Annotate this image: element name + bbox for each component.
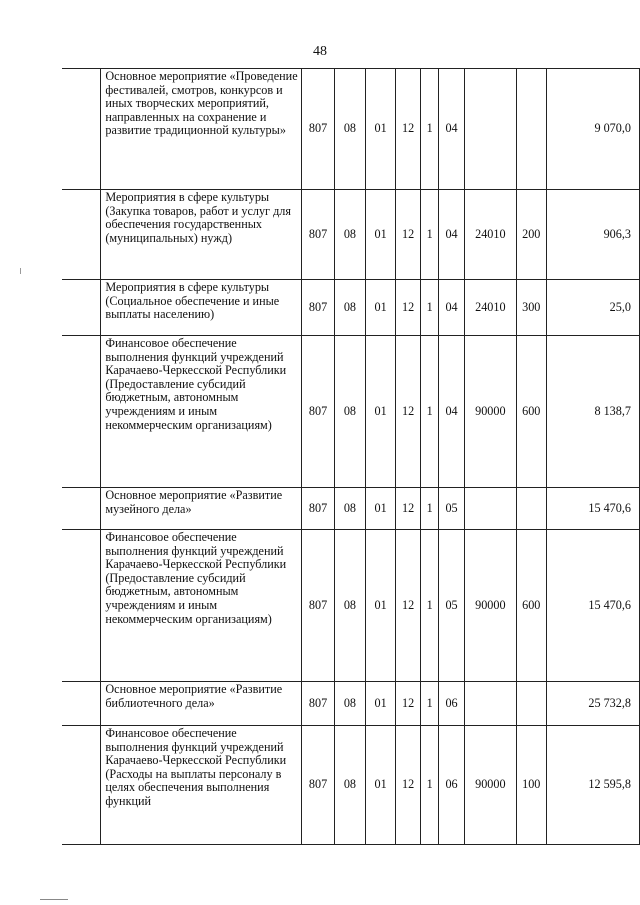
cell-amount: 8 138,7: [546, 336, 639, 488]
cell-amount: 9 070,0: [546, 69, 639, 190]
cell-ministry-code: 807: [301, 488, 334, 530]
cell-expense-type-code: 200: [516, 190, 546, 280]
cell-direction-code: 90000: [464, 726, 516, 845]
cell-expense-type-code: [516, 69, 546, 190]
cell-direction-code: 24010: [464, 280, 516, 336]
cell-direction-code: [464, 69, 516, 190]
cell-subsection-code: 01: [365, 488, 396, 530]
cell-section-code: 08: [335, 190, 366, 280]
cell-direction-code: 90000: [464, 530, 516, 682]
cell-ministry-code: 807: [301, 530, 334, 682]
row-name: Мероприятия в сфере культуры (Закупка товаров, работ и услуг для обеспечения государственных (муниципальных) нужд): [101, 190, 302, 280]
cell-expense-type-code: [516, 488, 546, 530]
row-name: Финансовое обеспечение выполнения функций учреждений Карачаево-Черкесской Республики (Предоставление субсидий бюджетным, автономным учреждениям и иным некоммерческим организациям): [101, 336, 302, 488]
cell-subsection-code: 01: [365, 190, 396, 280]
cell-program-code: 12: [396, 336, 420, 488]
cell-section-code: 08: [335, 530, 366, 682]
cell-expense-type-code: 600: [516, 530, 546, 682]
blank-cell: [62, 682, 101, 726]
cell-subprogram-code: 1: [420, 190, 438, 280]
blank-cell: [62, 530, 101, 682]
row-name: Основное мероприятие «Развитие библиотечного дела»: [101, 682, 302, 726]
table-row: [62, 488, 640, 530]
cell-ministry-code: 807: [301, 336, 334, 488]
cell-program-code: 12: [396, 726, 420, 845]
cell-ministry-code: 807: [301, 726, 334, 845]
blank-cell: [62, 69, 101, 190]
blank-cell: [62, 726, 101, 845]
cell-subsection-code: 01: [365, 682, 396, 726]
cell-event-code: 05: [439, 488, 464, 530]
cell-program-code: 12: [396, 190, 420, 280]
table-row: [62, 726, 640, 845]
cell-event-code: 04: [439, 336, 464, 488]
table-row: [62, 336, 640, 488]
cell-subsection-code: 01: [365, 336, 396, 488]
blank-cell: [62, 190, 101, 280]
cell-section-code: 08: [335, 280, 366, 336]
scan-edge-mark: [20, 268, 21, 274]
cell-direction-code: [464, 682, 516, 726]
scan-bottom-mark: [40, 899, 68, 900]
cell-ministry-code: 807: [301, 190, 334, 280]
cell-subprogram-code: 1: [420, 488, 438, 530]
blank-cell: [62, 280, 101, 336]
cell-program-code: 12: [396, 488, 420, 530]
cell-subsection-code: 01: [365, 69, 396, 190]
cell-program-code: 12: [396, 530, 420, 682]
cell-subprogram-code: 1: [420, 530, 438, 682]
cell-section-code: 08: [335, 69, 366, 190]
cell-event-code: 04: [439, 190, 464, 280]
cell-subsection-code: 01: [365, 280, 396, 336]
cell-section-code: 08: [335, 336, 366, 488]
cell-program-code: 12: [396, 69, 420, 190]
cell-subsection-code: 01: [365, 726, 396, 845]
row-name: Мероприятия в сфере культуры (Социальное обеспечение и иные выплаты населению): [101, 280, 302, 336]
blank-cell: [62, 336, 101, 488]
row-name: Основное мероприятие «Проведение фестивалей, смотров, конкурсов и иных творческих мероприятий, направленных на сохранение и развитие традиционной культуры»: [101, 69, 302, 190]
cell-amount: 15 470,6: [546, 530, 639, 682]
cell-amount: 25 732,8: [546, 682, 639, 726]
cell-section-code: 08: [335, 488, 366, 530]
cell-direction-code: 24010: [464, 190, 516, 280]
cell-amount: 25,0: [546, 280, 639, 336]
table-row: [62, 69, 640, 190]
cell-ministry-code: 807: [301, 69, 334, 190]
cell-ministry-code: 807: [301, 682, 334, 726]
row-name: Финансовое обеспечение выполнения функций учреждений Карачаево-Черкесской Республики (Расходы на выплаты персоналу в целях обеспечения выполнения функций: [101, 726, 302, 845]
cell-direction-code: 90000: [464, 336, 516, 488]
cell-event-code: 05: [439, 530, 464, 682]
cell-direction-code: [464, 488, 516, 530]
cell-expense-type-code: [516, 682, 546, 726]
cell-expense-type-code: 600: [516, 336, 546, 488]
blank-cell: [62, 488, 101, 530]
cell-event-code: 06: [439, 726, 464, 845]
cell-subprogram-code: 1: [420, 280, 438, 336]
cell-ministry-code: 807: [301, 280, 334, 336]
table-row: [62, 530, 640, 682]
row-name: Финансовое обеспечение выполнения функций учреждений Карачаево-Черкесской Республики (Предоставление субсидий бюджетным, автономным учреждениям и иным некоммерческим организациям): [101, 530, 302, 682]
cell-expense-type-code: 100: [516, 726, 546, 845]
cell-subprogram-code: 1: [420, 69, 438, 190]
page-number: 48: [313, 44, 327, 59]
table-row: [62, 280, 640, 336]
cell-expense-type-code: 300: [516, 280, 546, 336]
cell-amount: 12 595,8: [546, 726, 639, 845]
cell-section-code: 08: [335, 726, 366, 845]
cell-subsection-code: 01: [365, 530, 396, 682]
table-row: [62, 682, 640, 726]
cell-program-code: 12: [396, 280, 420, 336]
row-name: Основное мероприятие «Развитие музейного дела»: [101, 488, 302, 530]
cell-event-code: 04: [439, 69, 464, 190]
cell-subprogram-code: 1: [420, 336, 438, 488]
cell-section-code: 08: [335, 682, 366, 726]
cell-event-code: 04: [439, 280, 464, 336]
cell-amount: 15 470,6: [546, 488, 639, 530]
cell-subprogram-code: 1: [420, 682, 438, 726]
table-row: [62, 190, 640, 280]
cell-program-code: 12: [396, 682, 420, 726]
budget-table: [62, 68, 640, 845]
cell-subprogram-code: 1: [420, 726, 438, 845]
cell-event-code: 06: [439, 682, 464, 726]
cell-amount: 906,3: [546, 190, 639, 280]
